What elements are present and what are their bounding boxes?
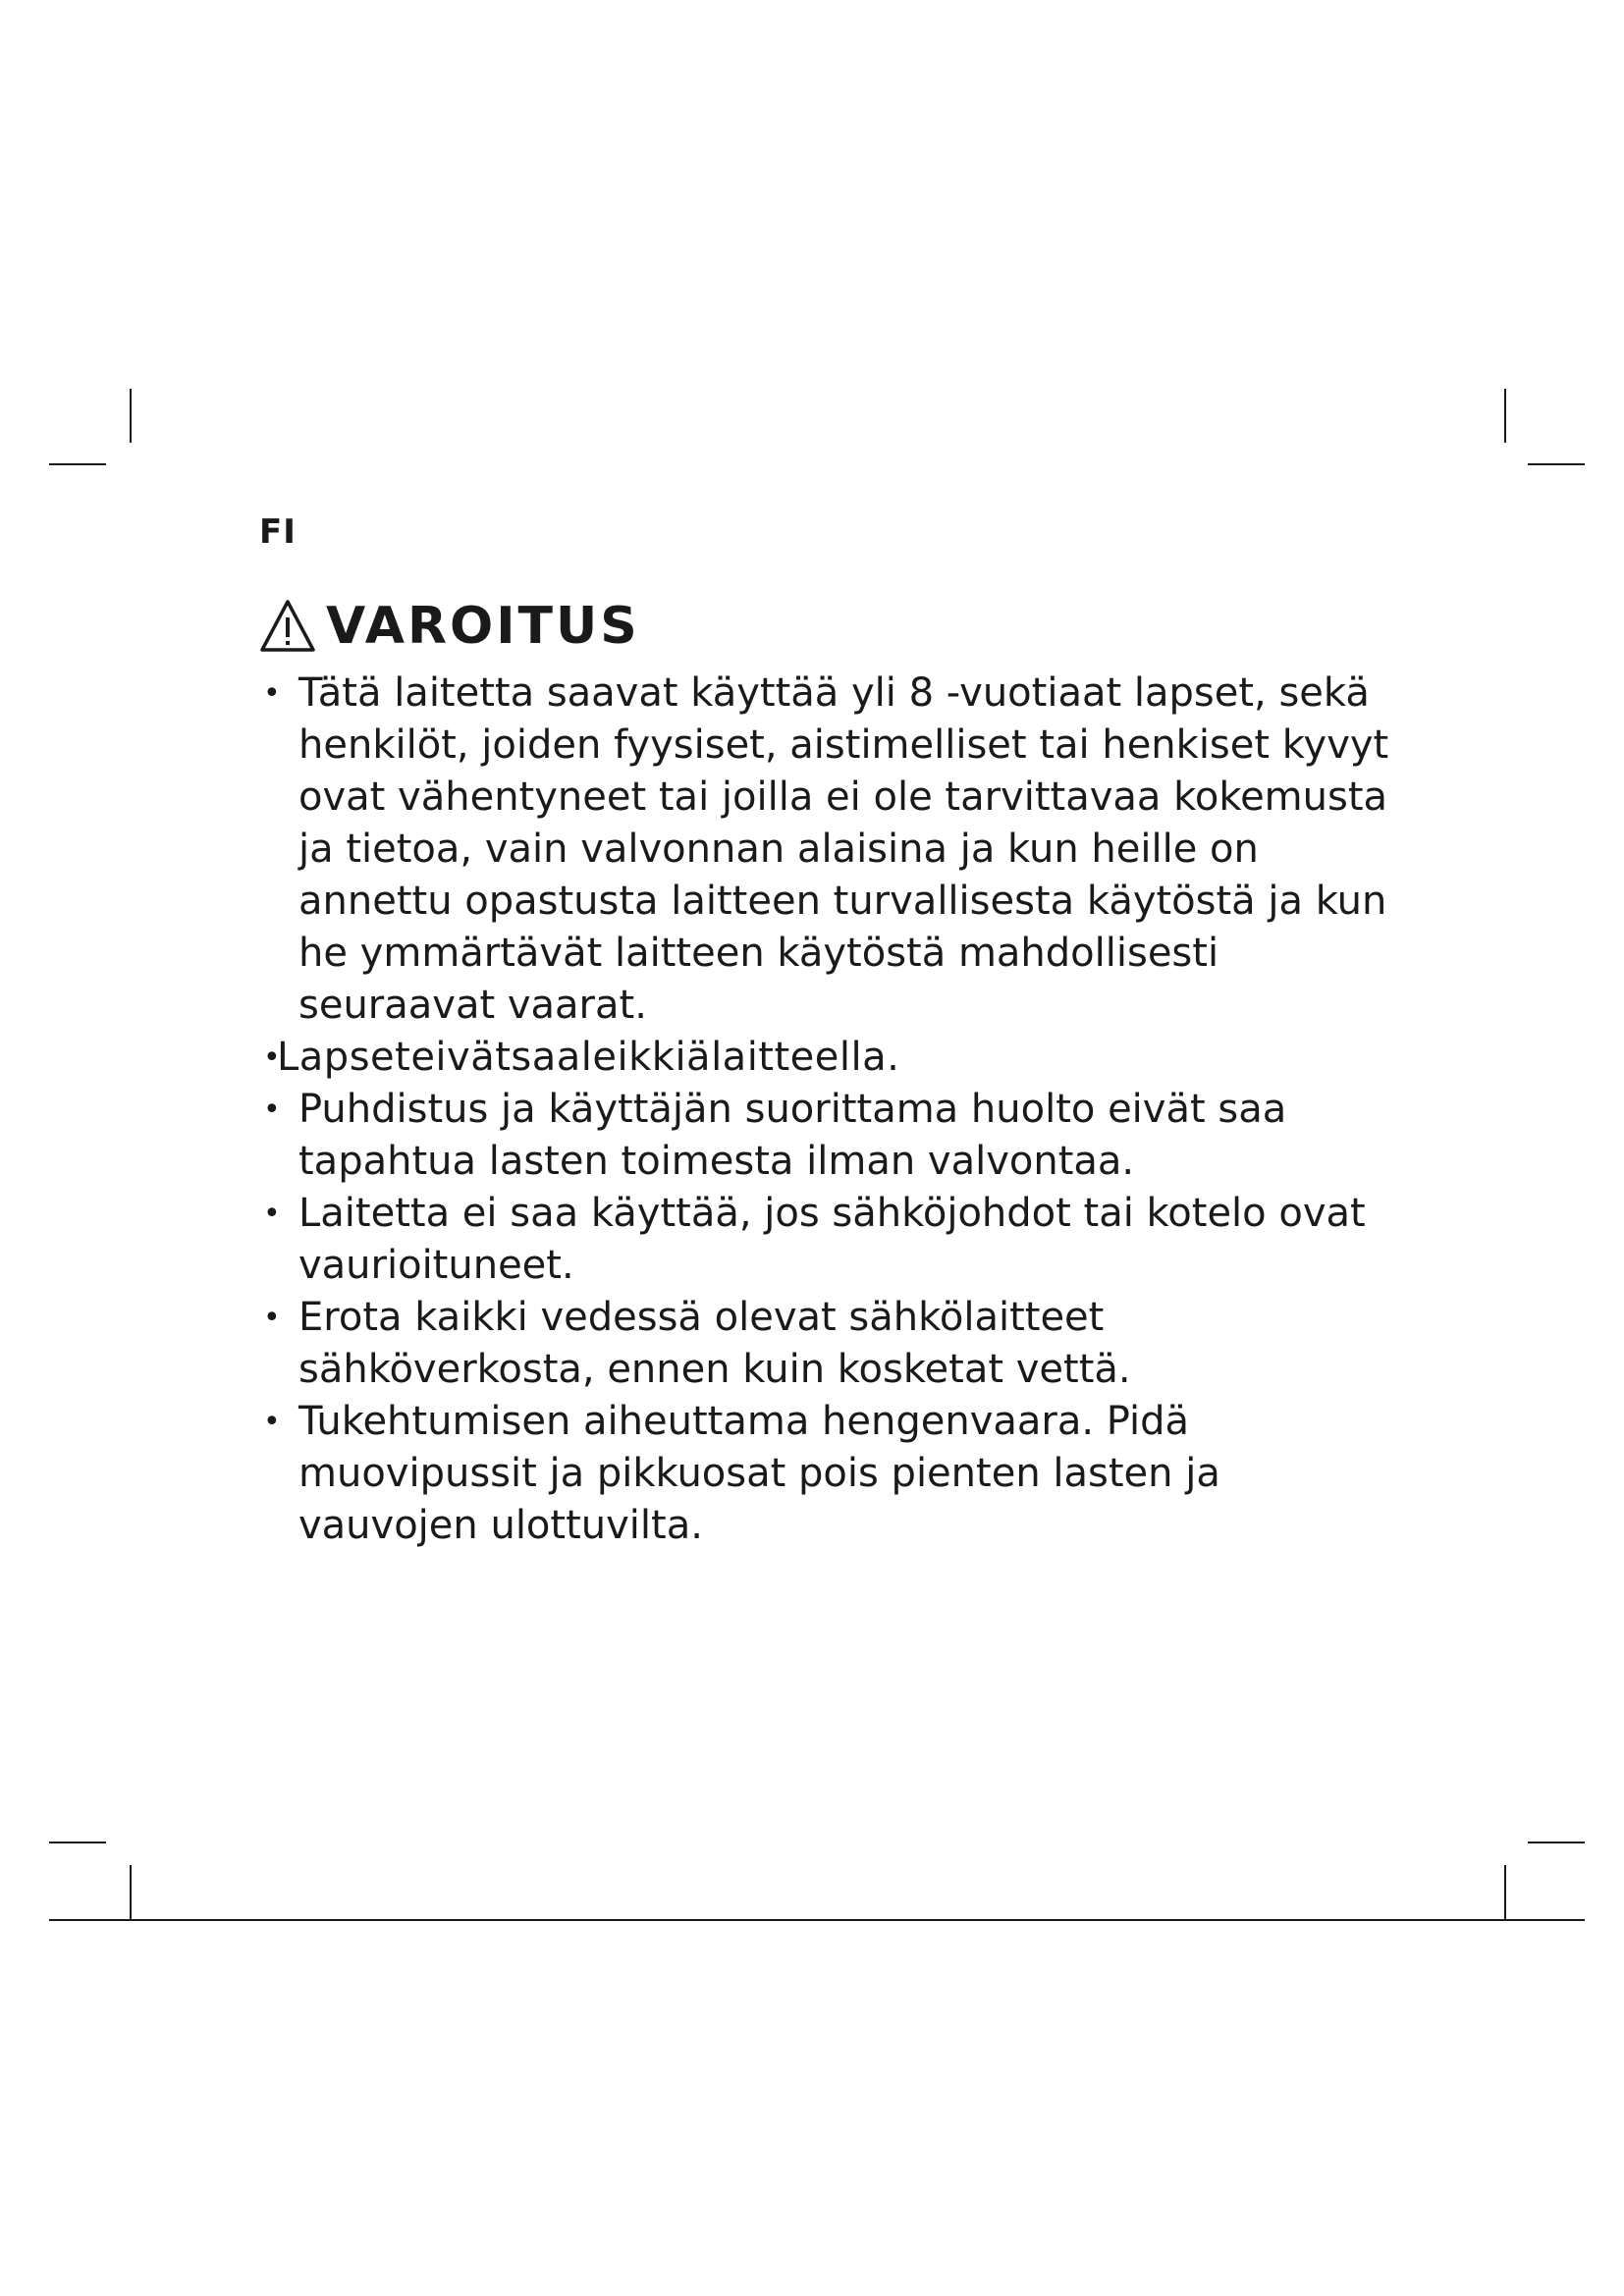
crop-mark-bottom-right-h <box>1528 1842 1585 1843</box>
list-item-text: Lapseteivätsaaleikkiälaitteella. <box>277 1035 900 1080</box>
list-item <box>263 1032 1392 1084</box>
crop-mark-top-left-h <box>49 463 106 465</box>
list-item-text: Erota kaikki vedessä olevat sähkölaitteet sähköverkosta, ennen kuin kosketat vettä. <box>298 1295 1131 1392</box>
warning-heading <box>259 597 640 656</box>
list-bullet: • <box>263 1405 281 1439</box>
list-item-text: Puhdistus ja käyttäjän suorittama huolto eivät saa tapahtua lasten toimesta ilman valvontaa. <box>298 1087 1287 1184</box>
list-bullet: • <box>263 676 281 711</box>
list-item-text: Laitetta ei saa käyttää, jos sähköjohdot tai kotelo ovat vaurioituneet. <box>298 1191 1366 1288</box>
warning-triangle-icon <box>259 599 316 654</box>
warning-list <box>263 667 1392 1552</box>
trim-line-bottom <box>49 1919 1585 1921</box>
crop-mark-top-right-v <box>1504 389 1506 443</box>
list-item <box>263 1396 1392 1552</box>
heading-title: VAROITUS <box>326 597 640 656</box>
crop-mark-bottom-left-h <box>49 1842 106 1843</box>
list-item <box>263 1292 1392 1396</box>
crop-mark-top-left-v <box>130 389 132 443</box>
list-item-text: Tätä laitetta saavat käyttää yli 8 -vuotiaat lapset, sekä henkilöt, joiden fyysiset, aistimelliset tai henkiset kyvyt ovat vähentyneet tai joilla ei ole tarvittavaa kokemusta ja tietoa, vain valvonnan alaisina ja kun heille on annettu opastusta laitteen turvallisesta käytöstä ja kun he ymmärtävät laitteen käytöstä mahdollisesti seuraavat vaarat. <box>298 670 1389 1028</box>
list-bullet: • <box>263 1197 281 1231</box>
crop-mark-bottom-right-v <box>1504 1865 1506 1920</box>
language-code: FI <box>259 512 297 552</box>
list-item <box>263 1188 1392 1292</box>
list-item-text: Tukehtumisen aiheuttama hengenvaara. Pidä muovipussit ja pikkuosat pois pienten lasten ja vauvojen ulottuvilta. <box>298 1399 1220 1548</box>
list-bullet: • <box>263 1041 282 1075</box>
list-bullet: • <box>263 1301 281 1335</box>
crop-mark-bottom-left-v <box>130 1865 132 1920</box>
list-item <box>263 1084 1392 1188</box>
list-bullet: • <box>263 1093 281 1127</box>
crop-mark-top-right-h <box>1528 463 1585 465</box>
list-item <box>263 667 1392 1032</box>
